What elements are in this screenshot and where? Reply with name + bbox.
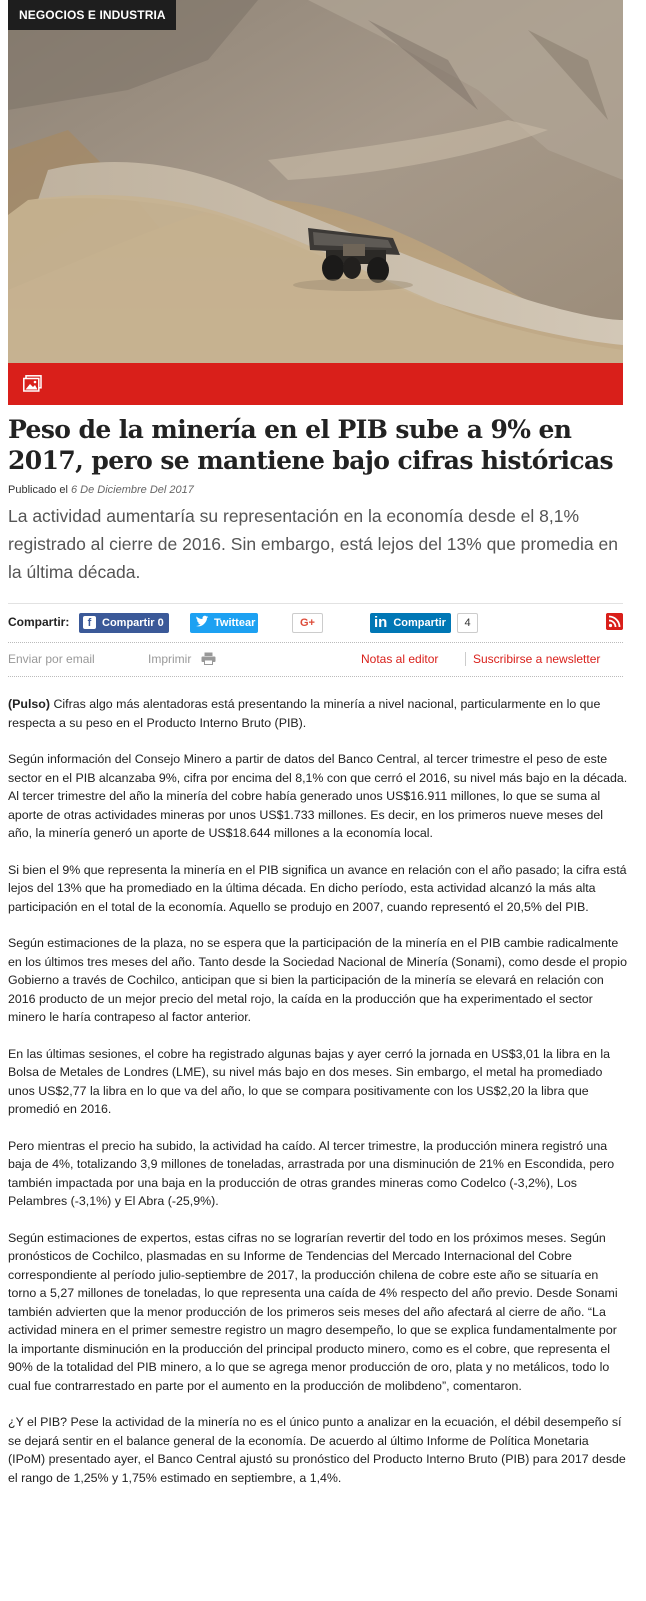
paragraph: Según información del Consejo Minero a partir de datos del Banco Central, al tercer trimestre el peso de este sector en el PIB alcanzaba 9%, cifra por encima del 8,1% con que cerró el 2016, su nivel más bajo en la década. Al tercer trimestre del año la minería del cobre había generado unos US$16.911 millones, lo que se suma al aporte de otras actividades mineras por unos US$1.733 millones. Es decir, en los primeros nueve meses del año, la minería generó un aporte de US$18.644 millones a la economía local. — [8, 752, 628, 840]
article-utilities — [8, 642, 623, 677]
twitter-share-label: Twittear — [214, 617, 256, 629]
paragraph: Si bien el 9% que representa la minería en el PIB significa un avance en relación con el año pasado; la cifra está lejos del 13% que ha promediado en la última década. En dicho período, esta actividad alcanzó la más alta participación en el total de la economía. Aquello se produjo en 2007, cuando representó el 20,5% del PIB. — [8, 862, 627, 914]
article-body — [8, 695, 628, 1487]
linkedin-share-count: 4 — [457, 613, 478, 633]
byline-prefix: Publicado el — [8, 484, 68, 496]
paragraph — [8, 695, 628, 732]
mining-truck-photo — [8, 0, 623, 363]
twitter-bird-icon — [195, 613, 209, 633]
gallery-icon[interactable] — [23, 375, 42, 392]
publish-date: 6 De Diciembre Del 2017 — [71, 484, 194, 496]
google-plus-share-button[interactable]: G+ — [292, 613, 323, 633]
twitter-share-button[interactable] — [190, 613, 258, 633]
facebook-share-button[interactable] — [79, 613, 169, 633]
rss-icon[interactable] — [606, 613, 623, 630]
printer-icon — [201, 652, 216, 665]
paragraph: Según estimaciones de la plaza, no se espera que la participación de la minería en el PIB cambie radicalmente en los últimos tres meses del año. Tanto desde la Sociedad Nacional de Minería (Sonami), como desde el propio Gobierno a través de Cochilco, anticipan que si bien la participación de la minería se elevará en relación con 2016 producto de un mejor precio del metal rojo, la caída en la producción que ha experimentado el sector minero le haría contrapeso al factor anterior. — [8, 936, 627, 1024]
email-link[interactable]: Enviar por email — [8, 652, 95, 666]
gallery-bar[interactable] — [8, 363, 623, 405]
facebook-share-label: Compartir — [102, 617, 155, 629]
source-tag: (Pulso) — [8, 697, 50, 711]
paragraph-text: Cifras algo más alentadoras está presentando la minería a nivel nacional, particularmente en lo que respecta a su peso en el Producto Interno Bruto (PIB). — [8, 697, 601, 730]
share-label: Compartir: — [8, 615, 70, 629]
newsletter-link[interactable]: Suscribirse a newsletter — [465, 652, 600, 666]
editor-notes-link[interactable]: Notas al editor — [361, 652, 439, 666]
byline — [8, 484, 194, 496]
linkedin-share-label: Compartir — [393, 617, 446, 629]
paragraph: En las últimas sesiones, el cobre ha registrado algunas bajas y ayer cerró la jornada en US$3,01 la libra en la Bolsa de Metales de Londres (LME), su nivel más bajo en dos meses. Sin embargo, el metal ha promediado unos US$2,77 la libra en lo que va del año, lo que se compara positivamente con los US$2,20 la libra que promedió en 2016. — [8, 1046, 610, 1116]
linkedin-icon: in — [374, 614, 388, 631]
facebook-icon: f — [83, 616, 96, 629]
paragraph: ¿Y el PIB? Pese la actividad de la minería no es el único punto a analizar en la ecuación, el débil desempeño sí se dejará sentir en el balance general de la economía. De acuerdo al último Informe de Política Monetaria (IPoM) presentado ayer, el Banco Central ajustó su pronóstico del Producto Interno Bruto (PIB) para 2017 desde el rango de 1,25% y 1,75% estimado en septiembre, a 1,4%. — [8, 1415, 626, 1485]
print-link[interactable] — [148, 652, 216, 666]
paragraph: Pero mientras el precio ha subido, la actividad ha caído. Al tercer trimestre, la producción minera registró una baja de 4%, totalizando 3,9 millones de toneladas, arrastrada por una disminución de 21% en Escondida, pero también impactada por una baja en la producción de otras grandes mineras como Codelco (-3,2%), Los Pelambres (-3,1%) y El Abra (-25,9%). — [8, 1138, 615, 1208]
article-title: Peso de la minería en el PIB sube a 9% en 2017, pero se mantiene bajo cifras históricas — [8, 415, 614, 475]
article-lead: La actividad aumentaría su representación en la economía desde el 8,1% registrado al cierre de 2016. Sin embargo, está lejos del 13% que promedia en la última década. — [8, 506, 618, 582]
hero-photo[interactable] — [8, 0, 623, 363]
share-bar — [8, 603, 623, 643]
paragraph: Según estimaciones de expertos, estas cifras no se lograrían revertir del todo en los próximos meses. Según pronósticos de Cochilco, plasmadas en su Informe de Tendencias del Mercado Internacional del Cobre correspondiente al período julio-septiembre de 2017, la producción chilena de cobre este año se situaría en torno a 5,27 millones de toneladas, lo que representa una caída de 4% respecto del año previo. Desde Sonami también advierten que la menor producción de los primeros seis meses del año afectará al cierre de año. “La actividad minera en el primer semestre registro un magro desempeño, lo que se explica fundamentalmente por la importante disminución en la producción del principal producto minero, como es el cobre, que representa el 90% de la totalidad del PIB minero, a lo que se agrega menor producción de oro, plata y no metálicos, todo lo cual fue contrarrestado en parte por el aumento en la producción de molibdeno”, comentaron. — [8, 1230, 618, 1393]
hero — [8, 0, 623, 405]
print-label: Imprimir — [148, 652, 192, 666]
section-label[interactable]: NEGOCIOS E INDUSTRIA — [8, 0, 176, 30]
linkedin-share-button[interactable] — [370, 613, 451, 633]
facebook-share-count: 0 — [157, 617, 164, 629]
